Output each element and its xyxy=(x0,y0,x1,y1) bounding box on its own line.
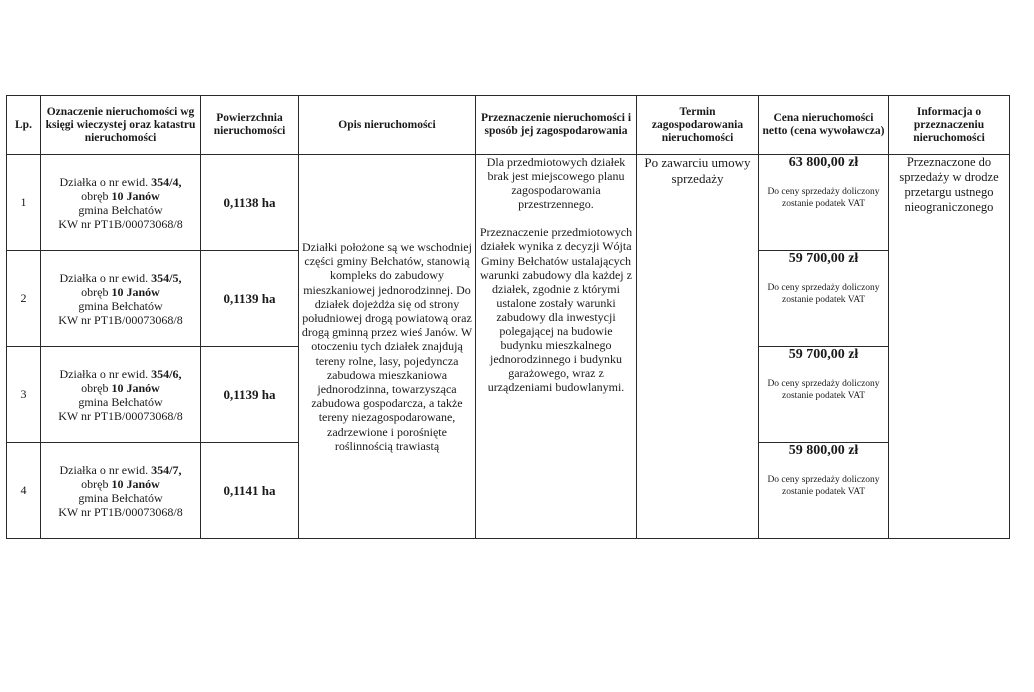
land-register-number: KW nr PT1B/00073068/8 xyxy=(58,216,183,231)
plot-prefix: Działka o nr ewid. xyxy=(59,366,152,381)
header-term: Termin zagospodarowania nieruchomości xyxy=(637,96,759,155)
table-row xyxy=(7,155,1010,251)
price-value: 59 800,00 zł xyxy=(788,443,859,458)
precinct-name: 10 Janów xyxy=(111,284,160,299)
purpose-information: Przeznaczone do sprzedaży w drodze przetargu ustnego nieograniczonego xyxy=(889,155,1010,539)
property-identification xyxy=(41,347,201,443)
row-number: 2 xyxy=(7,251,41,347)
header-lp: Lp. xyxy=(7,96,41,155)
purpose-paragraph-2: Przeznaczenie przedmiotowych działek wynika z decyzji Wójta Gminy Bełchatów ustalających warunki zabudowy dla każdej z działek, zgodnie z którymi ustalone zostały warunki zabudowy dla inwestycji polegającej na budowie budynku mieszkalnego jednorodzinnego i budynku garażowego, wraz z urządzeniami budowlanymi. xyxy=(479,225,633,395)
land-register-number: KW nr PT1B/00073068/8 xyxy=(58,504,183,519)
property-area: 0,1138 ha xyxy=(201,155,299,251)
price-value: 59 700,00 zł xyxy=(788,251,859,266)
header-description: Opis nieruchomości xyxy=(299,96,476,155)
price-cell xyxy=(759,347,889,443)
precinct-prefix: obręb xyxy=(81,380,112,395)
price-vat-note: Do ceny sprzedaży doliczony zostanie podatek VAT xyxy=(767,379,880,401)
plot-number: 354/7, xyxy=(151,462,182,477)
header-price: Cena nieruchomości netto (cena wywoławcza) xyxy=(759,96,889,155)
precinct-prefix: obręb xyxy=(81,284,112,299)
plot-prefix: Działka o nr ewid. xyxy=(59,270,152,285)
property-area: 0,1139 ha xyxy=(201,347,299,443)
property-purpose xyxy=(476,155,637,539)
price-cell xyxy=(759,155,889,251)
property-area: 0,1141 ha xyxy=(201,443,299,539)
precinct-prefix: obręb xyxy=(81,476,112,491)
price-cell xyxy=(759,443,889,539)
price-cell xyxy=(759,251,889,347)
price-vat-note: Do ceny sprzedaży doliczony zostanie podatek VAT xyxy=(767,283,880,305)
commune: gmina Bełchatów xyxy=(78,298,163,313)
precinct-name: 10 Janów xyxy=(111,188,160,203)
precinct-name: 10 Janów xyxy=(111,476,160,491)
precinct-prefix: obręb xyxy=(81,188,112,203)
commune: gmina Bełchatów xyxy=(78,394,163,409)
header-identification: Oznaczenie nieruchomości wg księgi wieczystej oraz katastru nieruchomości xyxy=(41,96,201,155)
row-number: 3 xyxy=(7,347,41,443)
plot-number: 354/6, xyxy=(151,366,182,381)
property-area: 0,1139 ha xyxy=(201,251,299,347)
plot-prefix: Działka o nr ewid. xyxy=(59,462,152,477)
plot-number: 354/5, xyxy=(151,270,182,285)
property-description: Działki położone są we wschodniej części gminy Bełchatów, stanowią kompleks do zabudowy mieszkaniowej jednorodzinnej. Do działek dojeżdża się od strony południowej drogą powiatową oraz drogą gminną przez wieś Janów. W otoczeniu tych działek znajdują tereny rolne, lasy, pojedyncza zabudowa mieszkaniowa jednorodzinna, towarzysząca zabudowa gospodarcza, a także tereny niezagospodarowane, zadrzewione i porośnięte roślinnością trawiastą xyxy=(299,155,476,539)
price-value: 63 800,00 zł xyxy=(788,155,859,170)
header-row xyxy=(7,96,1010,155)
price-value: 59 700,00 zł xyxy=(788,347,859,362)
price-vat-note: Do ceny sprzedaży doliczony zostanie podatek VAT xyxy=(767,475,880,497)
plot-prefix: Działka o nr ewid. xyxy=(59,174,152,189)
development-term: Po zawarciu umowy sprzedaży xyxy=(637,155,759,539)
property-identification xyxy=(41,155,201,251)
commune: gmina Bełchatów xyxy=(78,490,163,505)
header-area: Powierzchnia nieruchomości xyxy=(201,96,299,155)
precinct-name: 10 Janów xyxy=(111,380,160,395)
header-info: Informacja o przeznaczeniu nieruchomości xyxy=(889,96,1010,155)
header-purpose: Przeznaczenie nieruchomości i sposób jej zagospodarowania xyxy=(476,96,637,155)
purpose-paragraph-1: Dla przedmiotowych działek brak jest miejscowego planu zagospodarowania przestrzennego. xyxy=(486,155,626,212)
plot-number: 354/4, xyxy=(151,174,182,189)
row-number: 1 xyxy=(7,155,41,251)
land-register-number: KW nr PT1B/00073068/8 xyxy=(58,312,183,327)
commune: gmina Bełchatów xyxy=(78,202,163,217)
property-identification xyxy=(41,443,201,539)
land-register-number: KW nr PT1B/00073068/8 xyxy=(58,408,183,423)
property-identification xyxy=(41,251,201,347)
property-listing-table xyxy=(6,95,1010,539)
price-vat-note: Do ceny sprzedaży doliczony zostanie podatek VAT xyxy=(767,187,880,209)
row-number: 4 xyxy=(7,443,41,539)
